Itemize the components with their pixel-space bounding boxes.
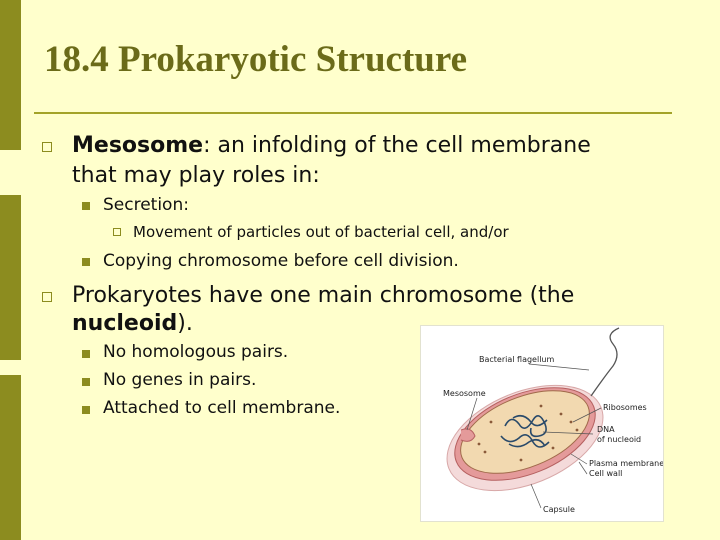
bullet-icon xyxy=(82,202,90,210)
point-prokaryotes-line2: nucleoid). xyxy=(72,311,193,336)
title-divider xyxy=(34,112,672,114)
label-capsule: Capsule xyxy=(543,505,575,514)
term-mesosome: Mesosome xyxy=(72,133,204,158)
cell-illustration xyxy=(421,326,663,521)
bullet-icon xyxy=(113,228,121,236)
label-dna: DNA xyxy=(597,425,615,434)
bullet-icon xyxy=(82,258,90,266)
sidebar-bar-top xyxy=(0,0,21,150)
point-mesosome-line1: Mesosome: an infolding of the cell membrane xyxy=(72,133,591,158)
label-dna-nucleoid: of nucleoid xyxy=(597,435,642,444)
sub-attached: Attached to cell membrane. xyxy=(103,398,341,418)
sub-secretion: Secretion: xyxy=(103,195,189,215)
sidebar-bar-middle xyxy=(0,195,21,360)
bullet-icon xyxy=(42,142,52,152)
label-mesosome: Mesosome xyxy=(443,389,486,398)
sub-copying: Copying chromosome before cell division. xyxy=(103,251,459,271)
sidebar-bar-bottom xyxy=(0,375,21,540)
sub-genes: No genes in pairs. xyxy=(103,370,257,390)
bullet-icon xyxy=(82,350,90,358)
sub-movement: Movement of particles out of bacterial cell, and/or xyxy=(133,223,509,241)
label-cell-wall: Cell wall xyxy=(589,469,623,478)
term-nucleoid: nucleoid xyxy=(72,311,178,336)
point-prokaryotes-line1: Prokaryotes have one main chromosome (the xyxy=(72,283,575,308)
bullet-icon xyxy=(82,406,90,414)
label-flagellum: Bacterial flagellum xyxy=(479,355,555,364)
slide-title: 18.4 Prokaryotic Structure xyxy=(44,39,468,80)
bullet-icon xyxy=(82,378,90,386)
prokaryote-cell-diagram xyxy=(420,325,664,522)
label-plasma-membrane: Plasma membrane xyxy=(589,459,663,468)
label-ribosomes: Ribosomes xyxy=(603,403,647,412)
point-mesosome-line2: that may play roles in: xyxy=(72,163,320,188)
bullet-icon xyxy=(42,292,52,302)
sub-homologous: No homologous pairs. xyxy=(103,342,289,362)
